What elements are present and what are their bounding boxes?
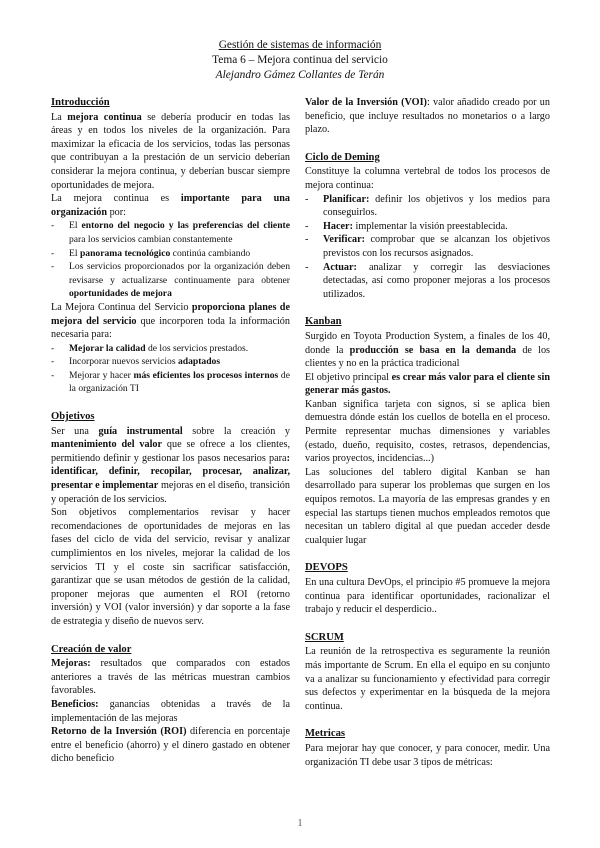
author-name: Alejandro Gámez Collantes de Terán	[215, 69, 385, 81]
kanban-paragraph-4: Las soluciones del tablero digital Kanban se han desarrollado para superar los problemas que surgen en los equipos remotos. La mayoría de las empresas grandes y en especial las startups tienen muchos empleados remotos que necesitan un tablero digital al que puedan acceder desde cualquier lugar	[305, 466, 550, 546]
left-column	[51, 96, 290, 766]
section-title-objetivos: Objetivos	[51, 411, 95, 423]
section-title-introduccion: Introducción	[51, 97, 110, 108]
topic-title: Tema 6 – Mejora continua del servicio	[212, 54, 388, 66]
section-title-kanban: Kanban	[305, 316, 342, 328]
valor-mejoras: Mejoras: resultados que comparados con estados anteriores a través de las métricas muestran cambios favorables.	[51, 658, 290, 697]
kanban-paragraph-1: Surgido en Toyota Production System, a finales de los 40, donde la producción se basa en la demanda de los clientes y no en la práctica tradicional	[305, 330, 551, 370]
intro-goals-list	[51, 342, 290, 396]
deming-paragraph: Constituye la columna vertebral de todos los procesos de mejora continua:	[305, 166, 550, 191]
page-header	[0, 38, 600, 83]
right-column	[305, 96, 550, 769]
list-item: - Verificar: comprobar que se alcanzan los objetivos previstos con los recursos asignados.	[305, 233, 550, 260]
kanban-paragraph-3: Kanban significa tarjeta con signos, si se aplica bien demuestra dónde están los cuellos de botella en el proceso. Permite representar muchas dimensiones y variables (estado, dueño, requisito, costes, retrasos, dependencias, varios proyectos, incidencias...)	[305, 398, 550, 465]
section-title-ciclo-de-deming: Ciclo de Deming	[305, 151, 380, 163]
objetivos-paragraph-2: Son objetivos complementarios revisar y hacer recomendaciones de oportunidades de mejoras en las fases del ciclo de vida del servicio, revisar y analizar cumplimientos en los niveles, mejorar la calidad de los servicios TI y el coste sin sacrificar satisfacción, garantizar que se usan métodos de gestión de la calidad, proponer mejoras que aumenten el ROI (retorno inversión) y VOI (valor inversión) y dar soporte a la fase de estrategia y diseño de nuevos serv.	[51, 507, 290, 627]
scrum-paragraph: La reunión de la retrospectiva es seguramente la reunión más importante de Scrum. En ella el equipo en su conjunto va a analizar su funcionamiento y efectividad para corregir sus defectos y experimentar en la búsqueda de la mejora continua.	[305, 646, 550, 712]
list-item: - El entorno del negocio y las preferencias del cliente para los servicios cambian constantemente	[51, 219, 290, 246]
intro-paragraph-1: La mejora continua se debería producir en todas las áreas y en todos los niveles de la organización. Para maximizar la eficacia de los servicios, todas las personas que contribuyan a la prestación de un servicio deberían considerar la mejora continua, y deberían buscar siempre oportunidades de mejora.	[51, 111, 290, 191]
valor-voi: Valor de la Inversión (VOI): valor añadido creado por un beneficio, que incluye resultados no monetarios o a largo plazo.	[305, 97, 550, 136]
list-item: - Mejorar la calidad de los servicios prestados.	[51, 342, 290, 356]
list-item: - Hacer: implementar la visión preestablecida.	[305, 220, 550, 234]
list-item: - Incorporar nuevos servicios adaptados	[51, 355, 290, 369]
intro-paragraph-2: La mejora continua es importante para una organización por:	[51, 193, 290, 218]
section-title-devops: DEVOPS	[305, 562, 348, 574]
deming-steps-list	[305, 193, 550, 302]
list-item: - Planificar: definir los objetivos y los medios para conseguirlos.	[305, 193, 550, 220]
list-item: - Actuar: analizar y corregir las desviaciones detectadas, así como proponer mejoras a los procesos utilizados.	[305, 261, 550, 302]
list-item: - El panorama tecnológico continúa cambiando	[51, 247, 290, 261]
kanban-paragraph-2: El objetivo principal es crear más valor para el cliente sin generar más gastos.	[305, 371, 550, 397]
objetivos-paragraph-1: Ser una guía instrumental sobre la creación y mantenimiento del valor que se ofrece a los clientes, permitiendo definir y gestionar los pasos necesarios para: identificar, definir, recopilar, procesar, analizar, presentar e implementar mejoras en el diseño, transición y operación de los servicios.	[51, 425, 291, 505]
list-item: - Mejorar y hacer más eficientes los procesos internos de la organización TI	[51, 369, 290, 396]
page-number: 1	[297, 818, 303, 829]
section-title-scrum: SCRUM	[305, 631, 344, 643]
intro-paragraph-3: La Mejora Continua del Servicio proporciona planes de mejora del servicio que incorporen toda la información necesaria para:	[51, 301, 290, 341]
section-title-creacion-de-valor: Creación de valor	[51, 643, 132, 655]
intro-reasons-list	[51, 219, 290, 301]
course-title: Gestión de sistemas de información	[218, 39, 382, 51]
metricas-paragraph: Para mejorar hay que conocer, y para conocer, medir. Una organización TI debe usar 3 tipos de métricas:	[305, 742, 550, 768]
section-title-metricas: Metricas	[305, 728, 345, 740]
devops-paragraph: En una cultura DevOps, el principio #5 promueve la mejora continua para identificar oportunidades, racionalizar el trabajo y reducir el desperdicio..	[305, 577, 550, 616]
valor-beneficios: Beneficios: ganancias obtenidas a través de la implementación de las mejoras	[51, 698, 290, 724]
list-item: - Los servicios proporcionados por la organización deben revisarse y actualizarse continuamente para obtener oportunidades de mejora	[51, 260, 290, 301]
valor-roi: Retorno de la Inversión (ROI) diferencia en porcentaje entre el beneficio (ahorro) y el dinero gastado en obtener dicho beneficio	[51, 726, 290, 765]
